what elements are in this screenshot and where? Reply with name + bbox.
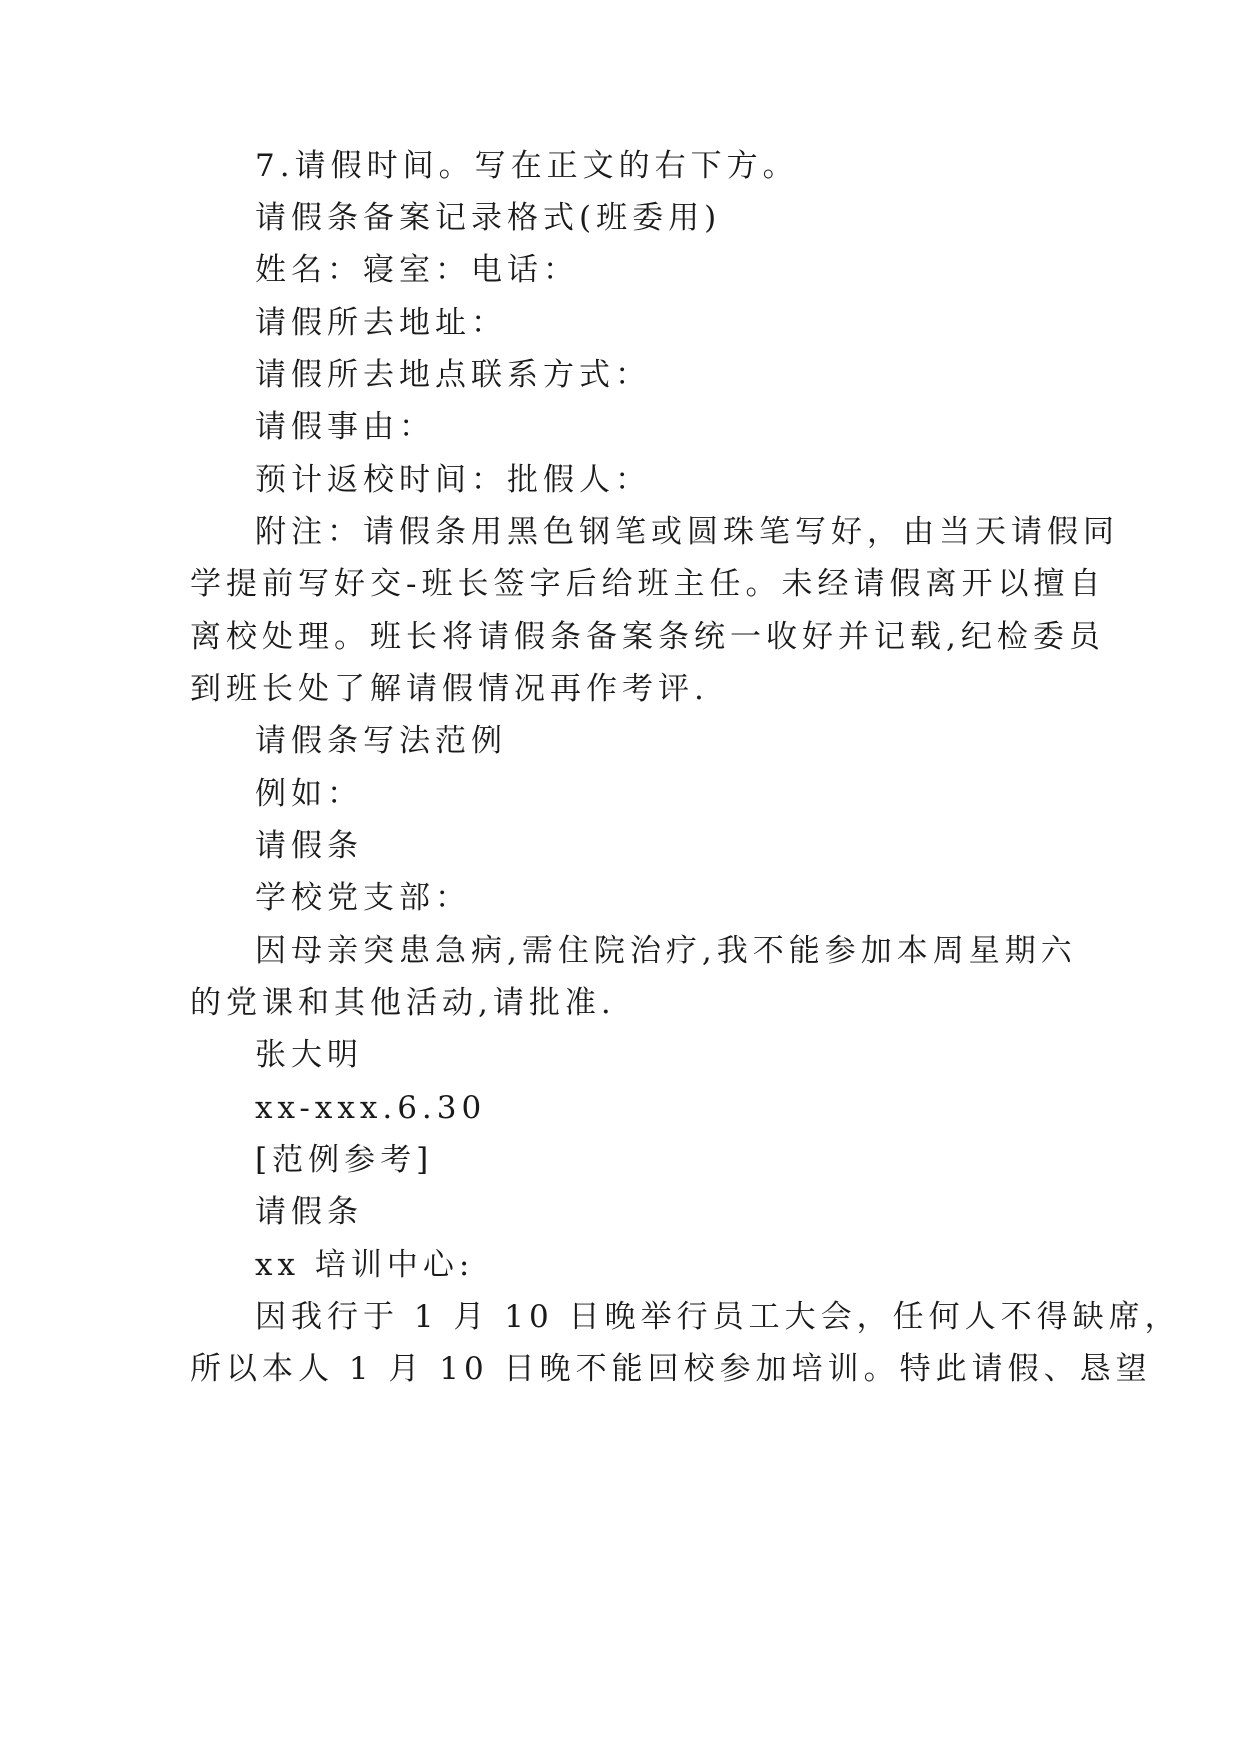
text-line: 预计返校时间：批假人： <box>255 462 651 498</box>
text-line: 离校处理。班长将请假条备案条统一收好并记载,纪检委员 <box>190 619 1105 655</box>
text-line: 请假所去地点联系方式： <box>255 357 651 393</box>
text-line: 张大明 <box>255 1037 363 1073</box>
text-line: 请假所去地址： <box>255 305 507 341</box>
text-line: 姓名：寝室：电话： <box>255 252 579 288</box>
text-line: 请假条 <box>255 1194 363 1230</box>
text-line: 请假事由： <box>255 409 435 445</box>
text-line: 所以本人 1 月 10 日晚不能回校参加培训。特此请假、恳望 <box>190 1351 1152 1387</box>
text-line: 学提前写好交-班长签字后给班主任。未经请假离开以擅自 <box>190 566 1106 602</box>
text-line: xx 培训中心: <box>255 1247 475 1283</box>
text-line: xx-xxx.6.30 <box>255 1090 487 1126</box>
text-line: 例如： <box>255 776 363 812</box>
text-line: [范例参考] <box>255 1142 434 1178</box>
text-line: 7.请假时间。写在正文的右下方。 <box>255 148 799 184</box>
text-line: 到班长处了解请假情况再作考评. <box>190 671 709 707</box>
text-line: 学校党支部： <box>255 880 471 916</box>
text-line: 因我行于 1 月 10 日晚举行员工大会，任何人不得缺席， <box>255 1299 1181 1335</box>
text-line: 请假条备案记录格式(班委用) <box>255 200 722 236</box>
text-line: 请假条写法范例 <box>255 723 507 759</box>
text-line: 请假条 <box>255 828 363 864</box>
text-line: 因母亲突患急病,需住院治疗,我不能参加本周星期六 <box>255 933 1077 969</box>
text-line: 的党课和其他活动,请批准. <box>190 985 616 1021</box>
text-line: 附注：请假条用黑色钢笔或圆珠笔写好，由当天请假同 <box>255 514 1119 550</box>
